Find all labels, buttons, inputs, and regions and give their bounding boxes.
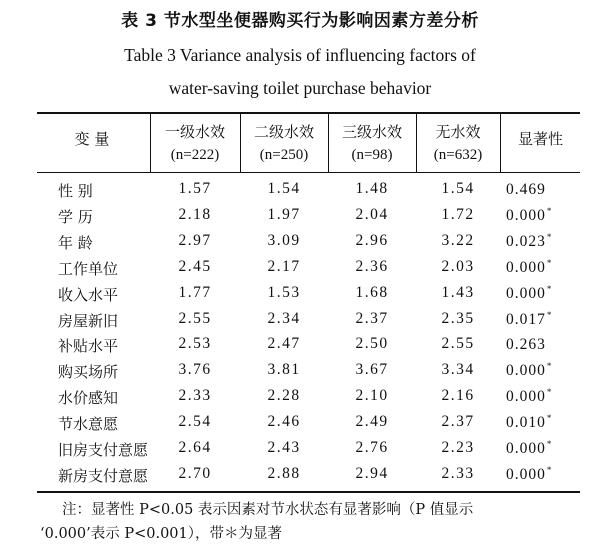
cell-v4: 2.03: [441, 257, 475, 275]
cell-significance: [506, 258, 576, 277]
significance-value: 0.023: [506, 232, 546, 250]
table-note-line1: 注：显著性 P<0.05 表示因素对节水状态有显著影响（P 值显示: [62, 502, 474, 518]
significance-value: 0.469: [506, 181, 546, 198]
header-level1: [151, 114, 239, 172]
significance-value: 0.000: [506, 440, 546, 457]
table-row: [0, 254, 600, 280]
cell-v2: 2.88: [267, 464, 301, 482]
header-none-title: 无水效: [435, 123, 481, 141]
row-label: 节水意愿: [58, 415, 119, 434]
table-row: [0, 409, 600, 435]
row-label: 收入水平: [58, 285, 119, 304]
cell-v2: 2.17: [267, 257, 301, 275]
cell-v4: 2.37: [441, 413, 475, 431]
cell-v4: 2.35: [441, 309, 475, 327]
cell-v4: 3.22: [441, 231, 475, 249]
cell-v3: 2.76: [355, 439, 389, 456]
significance-star: *: [546, 413, 553, 424]
cell-significance: [506, 465, 576, 484]
cell-v4: 2.55: [441, 335, 475, 353]
table-row: [0, 228, 600, 254]
header-level2-n: (n=250): [259, 147, 309, 163]
cell-v2: 2.46: [267, 413, 301, 431]
cell-v1: 1.57: [178, 180, 212, 197]
row-label: 补贴水平: [58, 337, 119, 356]
cell-significance: [506, 361, 576, 380]
cell-v3: 2.36: [355, 257, 389, 275]
cell-v1: 2.45: [178, 257, 212, 275]
cell-v4: 1.72: [441, 205, 475, 223]
row-label: 工作单位: [58, 259, 119, 278]
cell-v1: 2.33: [178, 387, 212, 405]
cell-v2: 3.09: [267, 231, 301, 249]
cell-v1: 2.64: [178, 439, 212, 456]
cell-v3: 2.96: [355, 231, 389, 249]
table-bottom-rule: [37, 491, 580, 493]
row-label: 年 龄: [58, 233, 93, 252]
table-row: [0, 357, 600, 383]
header-level3: [329, 114, 415, 172]
cell-v3: 3.67: [355, 361, 389, 379]
table-header-rule: [37, 172, 580, 173]
cell-v2: 3.81: [267, 361, 301, 379]
header-none: [417, 114, 499, 172]
header-level3-title: 三级水效: [341, 123, 402, 141]
header-none-n: (n=632): [433, 147, 483, 163]
cell-v2: 2.34: [267, 309, 301, 327]
cell-v3: 2.37: [355, 309, 389, 327]
cell-significance: [506, 284, 576, 303]
table-row: [0, 280, 600, 306]
header-level2: [241, 114, 327, 172]
cell-v4: 2.16: [441, 387, 475, 405]
cell-v1: 2.18: [178, 205, 212, 223]
header-level1-title: 一级水效: [164, 123, 225, 141]
cell-significance: [506, 335, 576, 354]
table-row: [0, 202, 600, 228]
table-row: [0, 331, 600, 357]
row-label: 水价感知: [58, 389, 119, 408]
cell-v1: 3.76: [178, 361, 212, 379]
cell-significance: [506, 232, 576, 251]
significance-star: *: [546, 257, 553, 268]
table-row: [0, 461, 600, 487]
significance-value: 0.000: [506, 258, 546, 276]
cell-significance: [506, 310, 576, 329]
cell-v4: 3.34: [441, 361, 475, 379]
cell-v4: 2.23: [441, 439, 475, 456]
significance-star: *: [546, 464, 553, 475]
significance-star: *: [546, 309, 553, 320]
significance-value: 0.000: [506, 362, 546, 380]
significance-value: 0.000: [506, 465, 546, 483]
cell-v3: 2.50: [355, 335, 389, 353]
cell-significance: [506, 439, 576, 458]
table-caption-cn: 表 3 节水型坐便器购买行为影响因素方差分析: [121, 11, 479, 31]
cell-v2: 2.28: [267, 387, 301, 405]
table-row: [0, 435, 600, 461]
cell-v1: 1.77: [178, 283, 212, 301]
significance-star: *: [546, 283, 553, 294]
row-label: 新房支付意愿: [58, 466, 149, 485]
significance-star: *: [546, 205, 553, 216]
header-variable: 变 量: [74, 130, 110, 148]
significance-star: *: [546, 387, 553, 398]
cell-v3: 1.48: [355, 180, 389, 197]
cell-v2: 1.54: [267, 180, 301, 197]
row-label: 学 历: [58, 207, 93, 226]
cell-v3: 2.49: [355, 413, 389, 431]
header-significance: 显著性: [517, 130, 563, 148]
cell-v3: 1.68: [355, 283, 389, 301]
row-label: 房屋新旧: [58, 311, 119, 330]
significance-value: 0.000: [506, 284, 546, 302]
significance-star: *: [546, 361, 553, 372]
significance-star: *: [546, 439, 553, 449]
cell-v4: 1.54: [441, 180, 475, 197]
cell-v2: 1.97: [267, 205, 301, 223]
row-label: 性 别: [58, 182, 93, 200]
significance-value: 0.000: [506, 206, 546, 224]
significance-value: 0.017: [506, 310, 546, 328]
row-label: 旧房支付意愿: [58, 441, 149, 459]
row-label: 购买场所: [58, 363, 119, 382]
table-caption-en-line2: water-saving toilet purchase behavior: [168, 78, 432, 98]
table-note-line2: ‘0.000’表示 P<0.001），带＊为显著: [40, 526, 283, 542]
significance-star: *: [546, 231, 553, 242]
cell-v1: 2.54: [178, 413, 212, 431]
header-level1-n: (n=222): [170, 147, 220, 163]
header-level3-n: (n=98): [351, 147, 393, 163]
cell-significance: [506, 180, 576, 199]
table-caption-en-line1: Table 3 Variance analysis of influencing factors of: [124, 45, 476, 65]
cell-v3: 2.94: [355, 464, 389, 482]
cell-v2: 1.53: [267, 283, 301, 301]
cell-v2: 2.43: [267, 439, 301, 456]
cell-significance: [506, 206, 576, 225]
table-row: [0, 176, 600, 202]
significance-value: 0.000: [506, 388, 546, 406]
table-row: [0, 306, 600, 332]
cell-v1: 2.53: [178, 335, 212, 353]
cell-v4: 1.43: [441, 283, 475, 301]
cell-v1: 2.70: [178, 464, 212, 482]
cell-significance: [506, 413, 576, 432]
cell-v1: 2.55: [178, 309, 212, 327]
significance-value: 0.010: [506, 414, 546, 432]
cell-v3: 2.04: [355, 205, 389, 223]
cell-v4: 2.33: [441, 464, 475, 482]
header-level2-title: 二级水效: [253, 123, 314, 141]
cell-v2: 2.47: [267, 335, 301, 353]
cell-v3: 2.10: [355, 387, 389, 405]
cell-v1: 2.97: [178, 231, 212, 249]
significance-value: 0.263: [506, 336, 546, 354]
table-row: [0, 383, 600, 409]
cell-significance: [506, 387, 576, 406]
